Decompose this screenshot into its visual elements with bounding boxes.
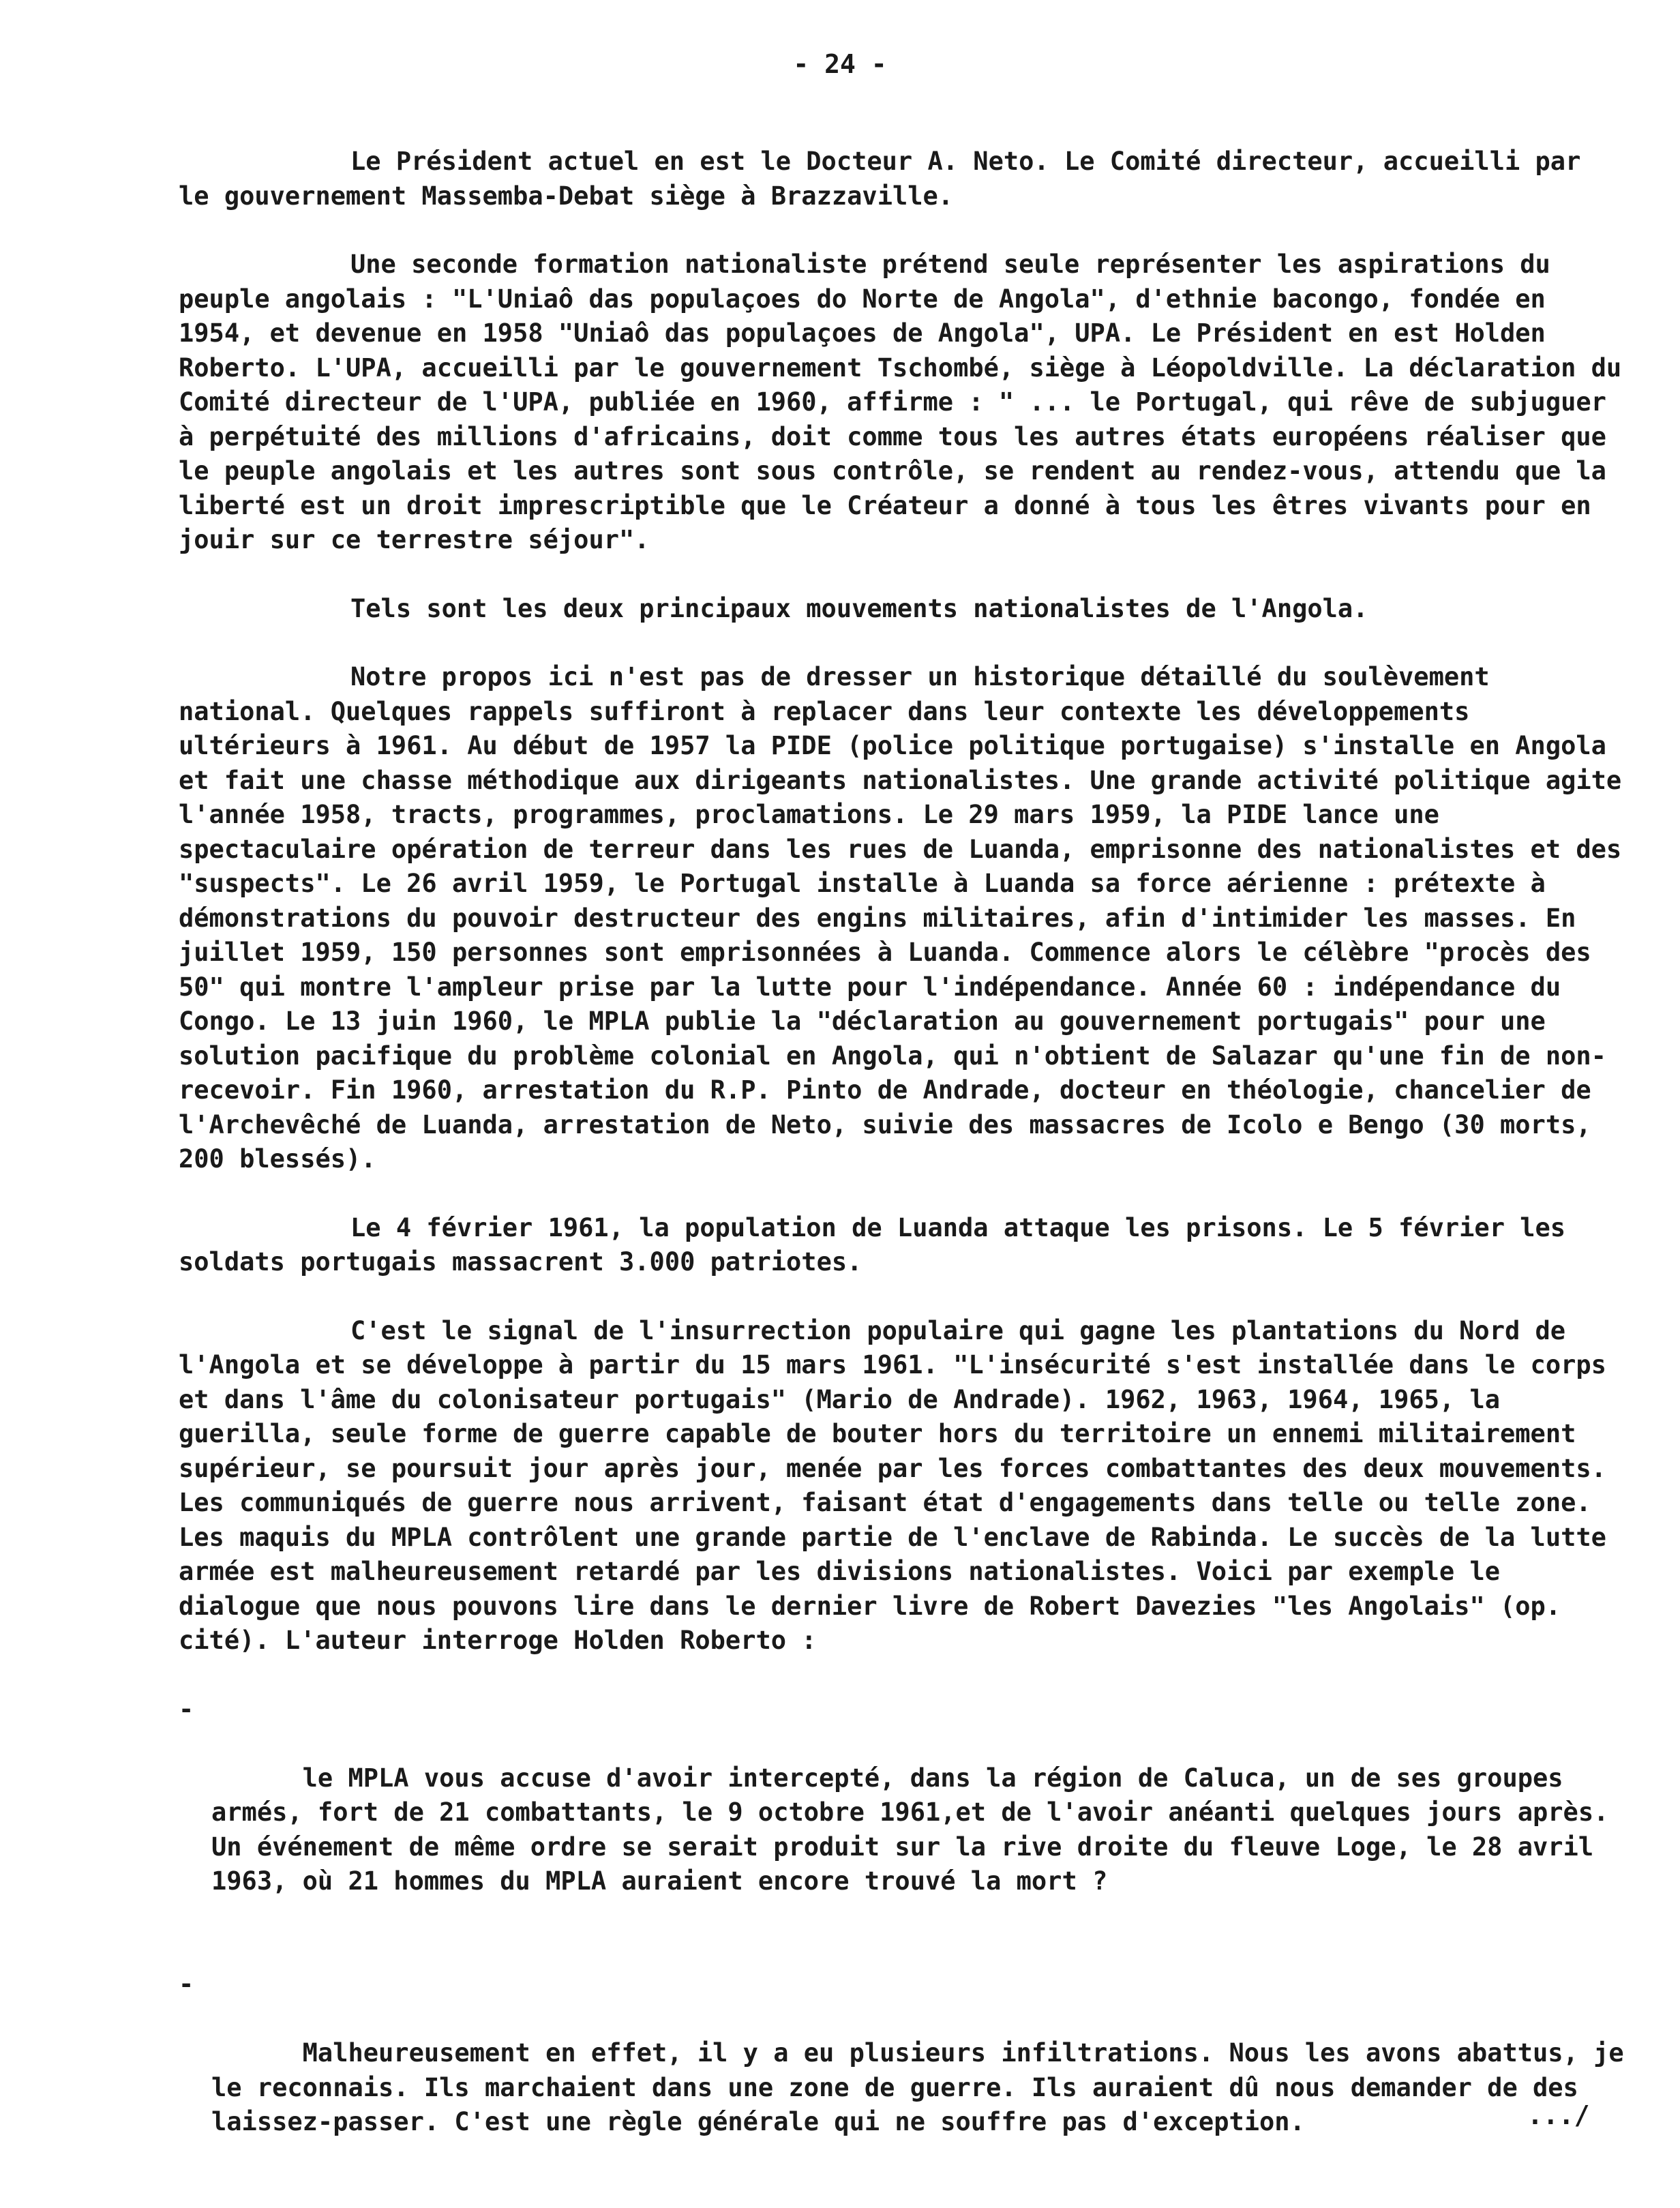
- dialogue-question-text: le MPLA vous accuse d'avoir intercepté, dans la région de Caluca, un de ses groupes armés, fort de 21 combattants, le 9 octobre 1961,et de l'avoir anéanti quelques jours après. Un événement de même ordre se serait produit sur la rive droite du fleuve Loge, le 28 avril 1963, où 21 hommes du MPLA auraient encore trouvé la mort ?: [211, 1763, 1624, 1896]
- paragraph-history: Notre propos ici n'est pas de dresser un historique détaillé du soulèvement national. Quelques rappels suffiront à replacer dans leur contexte les développements ultérieurs à 1961. Au début de 1957 la PIDE (police politique portugaise) s'installe en Angola et fait une chasse méthodique aux dirigeants nationalistes. Une grande activité politique agite l'année 1958, tracts, programmes, proclamations. Le 29 mars 1959, la PIDE lance une spectaculaire opération de terreur dans les rues de Luanda, emprisonne des nationalistes et des "suspects". Le 26 avril 1959, le Portugal installe à Luanda sa force aérienne : prétexte à démonstrations du pouvoir destructeur des engins militaires, afin d'intimider les masses. En juillet 1959, 150 personnes sont emprisonnées à Luanda. Commence alors le célèbre "procès des 50" qui montre l'ampleur prise par la lutte pour l'indépendance. Année 60 : indépendance du Congo. Le 13 juin 1960, le MPLA publie la "déclaration au gouvernement portugais" pour une solution pacifique du problème colonial en Angola, qui n'obtient de Salazar qu'une fin de non-recevoir. Fin 1960, arrestation du R.P. Pinto de Andrade, docteur en théologie, chancelier de l'Archevêché de Luanda, arrestation de Neto, suivie des massacres de Icolo e Bengo (30 morts, 200 blessés).: [179, 662, 1637, 1174]
- dialogue-answer-text: Malheureusement en effet, il y a eu plusieurs infiltrations. Nous les avons abattus, je le reconnais. Ils marchaient dans une zone de guerre. Ils auraient dû nous demander de des laissez-passer. C'est une règle générale qui ne souffre pas d'exception.: [211, 2038, 1639, 2136]
- paragraph-president-neto: Le Président actuel en est le Docteur A. Neto. Le Comité directeur, accueilli par le gouvernement Massemba-Debat siège à Brazzaville.: [179, 147, 1596, 211]
- body-text: [179, 145, 1639, 2208]
- paragraph-upa: Une seconde formation nationaliste prétend seule représenter les aspirations du peuple angolais : "L'Uniaô das populaçoes do Norte de Angola", d'ethnie bacongo, fondée en 1954, et devenue en 1958 "Uniaô das populaçoes de Angola", UPA. Le Président en est Holden Roberto. L'UPA, accueilli par le gouvernement Tschombé, siège à Léopoldville. La déclaration du Comité directeur de l'UPA, publiée en 1960, affirme : " ... le Portugal, qui rêve de subjuguer à perpétuité des millions d'africains, doit comme tous les autres états européens réaliser que le peuple angolais et les autres sont sous contrôle, se rendent au rendez-vous, attendu que la liberté est un droit imprescriptible que le Créateur a donné à tous les êtres vivants pour en jouir sur ce terrestre séjour".: [179, 250, 1637, 554]
- dialogue-answer: [179, 1967, 1639, 2174]
- dialogue-dash: -: [179, 1969, 194, 1999]
- dialogue-dash: -: [179, 1694, 194, 1724]
- paragraph-two-movements: Tels sont les deux principaux mouvements nationalistes de l'Angola.: [350, 593, 1368, 623]
- page-number: - 24 -: [793, 49, 887, 79]
- dialogue-question: [179, 1692, 1624, 1934]
- paragraph-february-1961: Le 4 février 1961, la population de Luanda attaque les prisons. Le 5 février les soldats portugais massacrent 3.000 patriotes.: [179, 1212, 1581, 1277]
- paragraph-insurrection: C'est le signal de l'insurrection populaire qui gagne les plantations du Nord de l'Angola et se développe à partir du 15 mars 1961. "L'insécurité s'est installée dans le corps et dans l'âme du colonisateur portugais" (Mario de Andrade). 1962, 1963, 1964, 1965, la guerilla, seule forme de guerre capable de bouter hors du territoire un ennemi militairement supérieur, se poursuit jour après jour, menée par les forces combattantes des deux mouvements. Les communiqués de guerre nous arrivent, faisant état d'engagements dans telle ou telle zone. Les maquis du MPLA contrôlent une grande partie de l'enclave de Rabinda. Le succès de la lutte armée est malheureusement retardé par les divisions nationalistes. Voici par exemple le dialogue que nous pouvons lire dans le dernier livre de Robert Davezies "les Angolais" (op. cité). L'auteur interroge Holden Roberto :: [179, 1315, 1622, 1655]
- continuation-mark: .../: [1527, 2100, 1590, 2130]
